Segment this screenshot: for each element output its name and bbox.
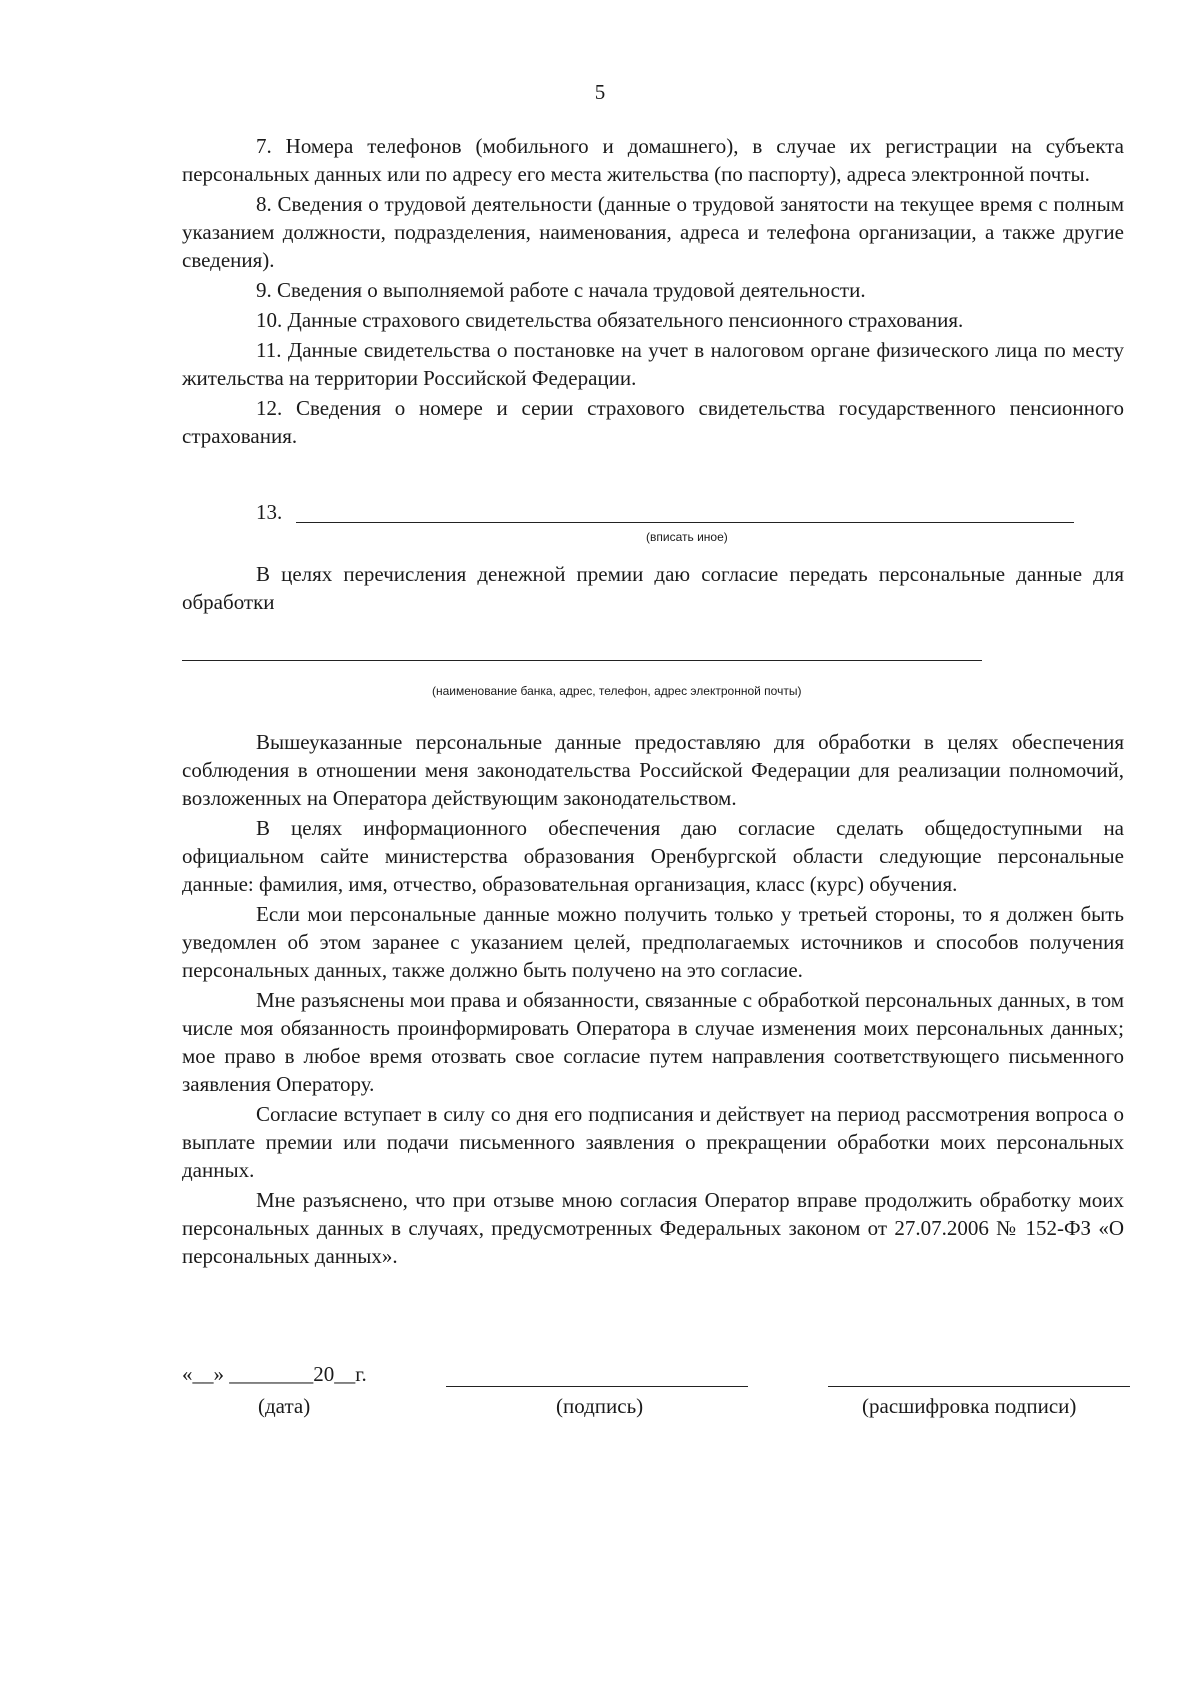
bank-consent-text: В целях перечисления денежной премии даю согласие передать персональные данные для обработки [182, 562, 1124, 614]
consent-paragraphs [182, 728, 1124, 1272]
date-line: «__» ________20__г. [182, 1362, 367, 1386]
list-item-12: 12. Сведения о номере и серии страхового свидетельства государственного пенсионного страхования. [182, 396, 1124, 448]
list-item-11: 11. Данные свидетельства о постановке на учет в налоговом органе физического лица по месту жительства на территории Российской Федерации. [182, 338, 1124, 390]
paragraph-validity: Согласие вступает в силу со дня его подписания и действует на период рассмотрения вопроса о выплате премии или подачи письменного заявления о прекращении обработки моих персональных данных. [182, 1102, 1124, 1182]
paragraph-rights: Мне разъяснены мои права и обязанности, связанные с обработкой персональных данных, в том числе моя обязанность проинформировать Оператора в случае изменения моих персональных данных; мое право в любое время отозвать свое согласие путем направления соответствующего письменного заявления Оператору. [182, 988, 1124, 1096]
paragraph-public-data: В целях информационного обеспечения даю согласие сделать общедоступными на официальном сайте министерства образования Оренбургской области следующие персональные данные: фамилия, имя, отчество, образовательная организация, класс (курс) обучения. [182, 816, 1124, 896]
list-item-9: 9. Сведения о выполняемой работе с начала трудовой деятельности. [256, 278, 866, 302]
list-item-13-number: 13. [256, 500, 283, 524]
page-number: 5 [594, 80, 606, 104]
signature-decode-line [828, 1386, 1130, 1387]
personal-data-list [182, 132, 1124, 452]
list-item-13-blank-line [296, 522, 1074, 523]
list-item-13-caption: (вписать иное) [646, 530, 728, 544]
bank-consent-block [182, 560, 1124, 616]
list-item-10: 10. Данные страхового свидетельства обязательного пенсионного страхования. [256, 308, 964, 332]
list-item-8: 8. Сведения о трудовой деятельности (данные о трудовой занятости на текущее время с полным указанием должности, подразделения, наименования, адреса и телефона организации, а также другие сведения). [182, 192, 1124, 272]
list-item-7: 7. Номера телефонов (мобильного и домашнего), в случае их регистрации на субъекта персональных данных или по адресу его места жительства (по паспорту), адреса электронной почты. [182, 134, 1124, 186]
signature-line [446, 1386, 748, 1387]
bank-caption: (наименование банка, адрес, телефон, адрес электронной почты) [432, 684, 802, 698]
signature-decode-caption: (расшифровка подписи) [862, 1394, 1077, 1418]
signature-caption: (подпись) [556, 1394, 644, 1418]
date-caption: (дата) [258, 1394, 311, 1418]
paragraph-withdrawal: Мне разъяснено, что при отзыве мною согласия Оператор вправе продолжить обработку моих персональных данных в случаях, предусмотренных Федеральных законом от 27.07.2006 № 152-ФЗ «О персональных данных». [182, 1188, 1124, 1268]
paragraph-purpose: Вышеуказанные персональные данные предоставляю для обработки в целях обеспечения соблюдения в отношении меня законодательства Российской Федерации для реализации полномочий, возложенных на Оператора действующим законодательством. [182, 730, 1124, 810]
paragraph-third-party: Если мои персональные данные можно получить только у третьей стороны, то я должен быть уведомлен об этом заранее с указанием целей, предполагаемых источников и способов получения персональных данных, также должно быть получено на это согласие. [182, 902, 1124, 982]
bank-blank-line [182, 660, 982, 661]
